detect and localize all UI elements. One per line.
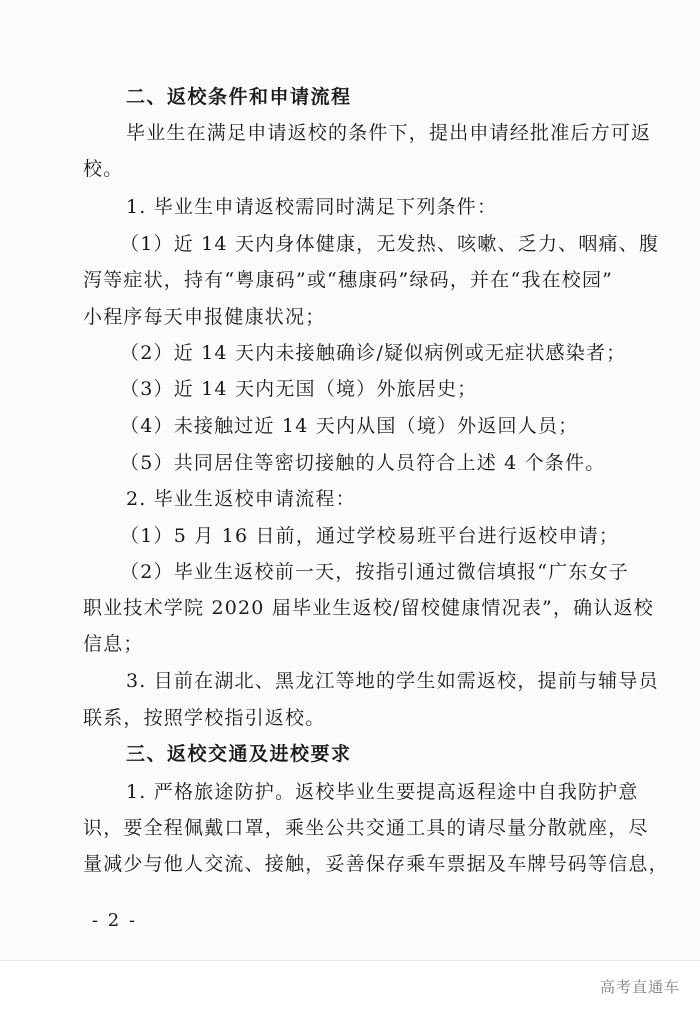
process-2-line-2: 职业技术学院 2020 届毕业生返校/留校健康情况表”，确认返校 — [83, 597, 654, 619]
process-2-line-3: 信息； — [83, 633, 144, 655]
intro-line-1: 毕业生在满足申请返校的条件下，提出申请经批准后方可返 — [126, 122, 652, 144]
bottom-bar — [0, 960, 700, 1011]
process-2-line-1: （2）毕业生返校前一天，按指引通过微信填报“广东女子 — [120, 561, 630, 583]
section-three-item-1-line-1: 1. 严格旅途防护。返校毕业生要提高返程途中自我防护意 — [126, 781, 639, 803]
item-3-line-2: 联系，按照学校指引返校。 — [83, 707, 326, 729]
process-1: （1）5 月 16 日前，通过学校易班平台进行返校申请； — [120, 525, 620, 547]
intro-line-2: 校。 — [83, 158, 124, 180]
condition-1-line-2: 泻等症状，持有“粤康码”或“穗康码”绿码，并在“我在校园” — [83, 269, 614, 291]
condition-1-line-1: （1）近 14 天内身体健康，无发热、咳嗽、乏力、咽痛、腹 — [120, 233, 660, 255]
condition-5: （5）共同居住等密切接触的人员符合上述 4 个条件。 — [120, 452, 606, 474]
conditions-title: 1. 毕业生申请返校需同时满足下列条件： — [126, 196, 498, 218]
section-three-item-1-line-2: 识，要全程佩戴口罩，乘坐公共交通工具的请尽量分散就座，尽 — [83, 817, 649, 839]
watermark-text: 高考直通车 — [599, 978, 680, 996]
condition-4: （4）未接触过近 14 天内从国（境）外返回人员； — [120, 415, 579, 437]
item-3-line-1: 3. 目前在湖北、黑龙江等地的学生如需返校，提前与辅导员 — [126, 670, 659, 692]
process-title: 2. 毕业生返校申请流程： — [126, 488, 356, 510]
condition-3: （3）近 14 天内无国（境）外旅居史； — [120, 378, 478, 400]
page-number: - 2 - — [92, 910, 138, 931]
condition-1-line-3: 小程序每天申报健康状况； — [83, 306, 326, 328]
section-three-item-1-line-3: 量减少与他人交流、接触，妥善保存乘车票据及车牌号码等信息， — [83, 853, 669, 875]
section-three-heading: 三、返校交通及进校要求 — [126, 743, 352, 765]
condition-2: （2）近 14 天内未接触确诊/疑似病例或无症状感染者； — [120, 342, 627, 364]
section-two-heading: 二、返校条件和申请流程 — [126, 86, 352, 108]
